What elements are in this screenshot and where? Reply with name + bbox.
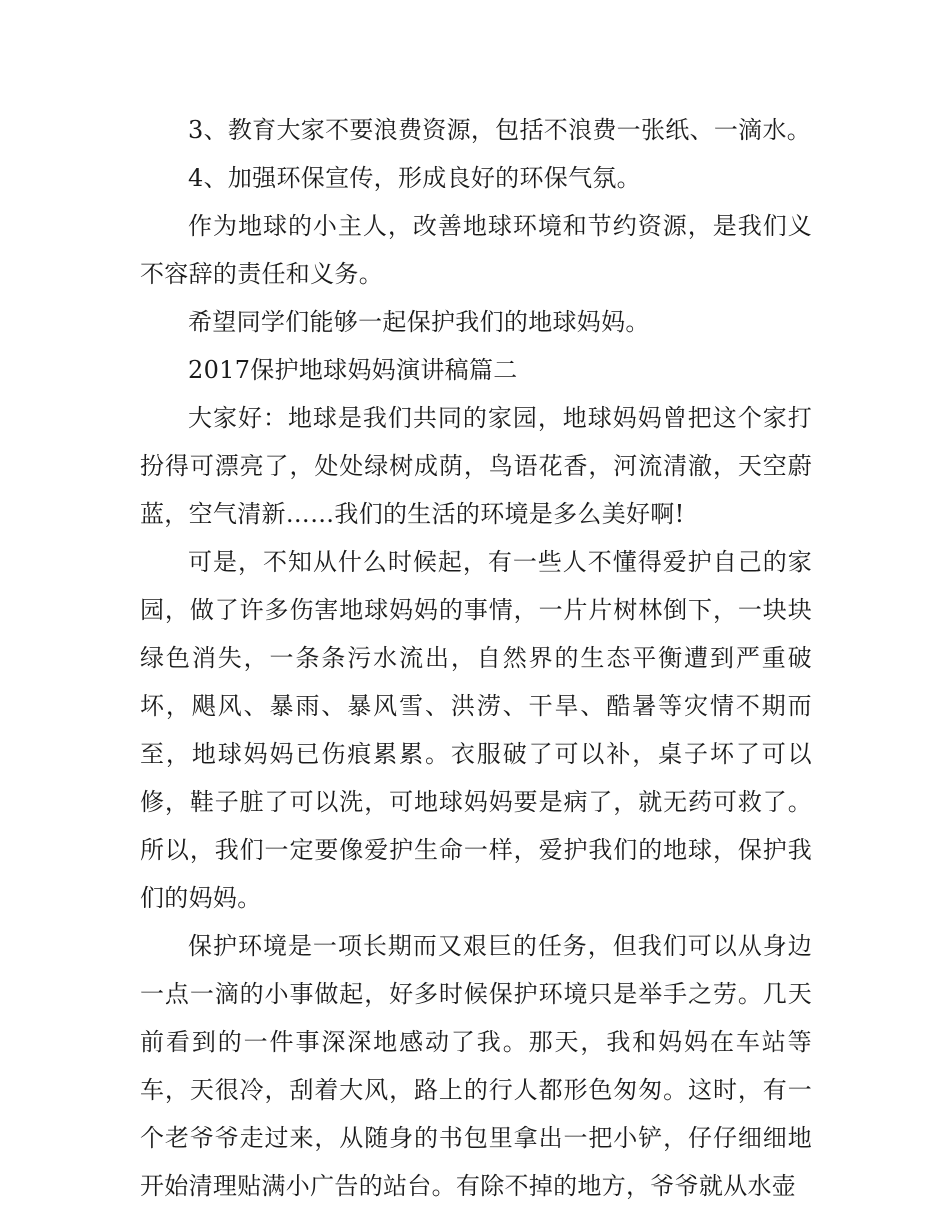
paragraph-hope: 希望同学们能够一起保护我们的地球妈妈。 xyxy=(188,308,650,336)
paragraph-little-host: 作为地球的小主人，改善地球环境和节约资源，是我们义不容辞的责任和义务。 xyxy=(140,212,812,288)
document-body xyxy=(140,106,812,1210)
paragraph-damage: 可是，不知从什么时候起，有一些人不懂得爱护自己的家园，做了许多伤害地球妈妈的事情，一片片树林倒下，一块块绿色消失，一条条污水流出，自然界的生态平衡遭到严重破坏，飓风、暴雨、暴风雪、洪涝、干旱、酷暑等灾情不期而至，地球妈妈已伤痕累累。衣服破了可以补，桌子坏了可以修，鞋子脏了可以洗，可地球妈妈要是病了，就无药可救了。所以，我们一定要像爱护生命一样，爱护我们的地球，保护我们的妈妈。 xyxy=(140,548,812,912)
paragraph-item-3: 3、教育大家不要浪费资源，包括不浪费一张纸、一滴水。 xyxy=(188,116,812,144)
paragraph-greeting: 大家好：地球是我们共同的家园，地球妈妈曾把这个家打扮得可漂亮了，处处绿树成荫，鸟语花香，河流清澈，天空蔚蓝，空气清新……我们的生活的环境是多么美好啊! xyxy=(140,404,812,528)
section-title: 2017保护地球妈妈演讲稿篇二 xyxy=(188,356,518,384)
paragraph-item-4: 4、加强环保宣传，形成良好的环保气氛。 xyxy=(188,164,641,192)
paragraph-story: 保护环境是一项长期而又艰巨的任务，但我们可以从身边一点一滴的小事做起，好多时候保护环境只是举手之劳。几天前看到的一件事深深地感动了我。那天，我和妈妈在车站等车，天很冷，刮着大风，路上的行人都形色匆匆。这时，有一个老爷爷走过来，从随身的书包里拿出一把小铲，仔仔细细地开始清理贴满小广告的站台。有除不掉的地方，爷爷就从水壶 xyxy=(140,932,812,1200)
